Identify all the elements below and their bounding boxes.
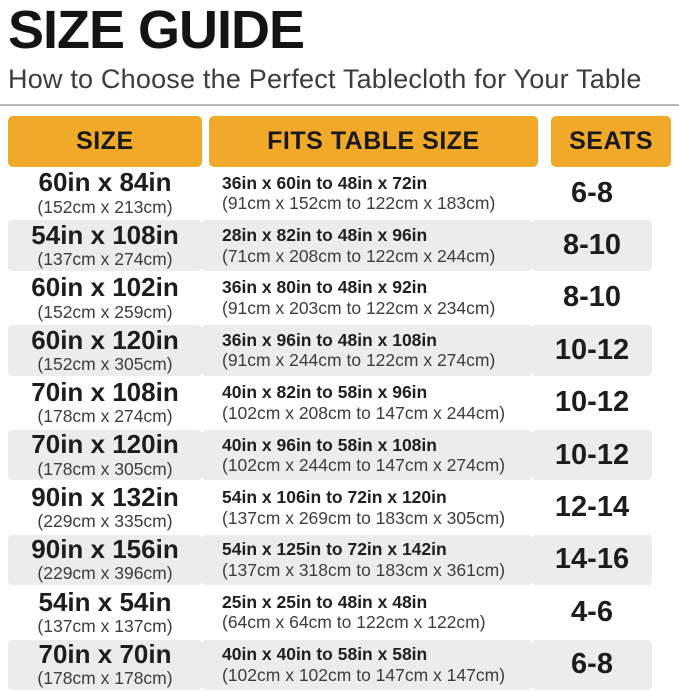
fits-table-size-cell <box>202 168 532 218</box>
size-inches-value: 70in x 108in <box>31 376 179 407</box>
fits-table-size-cell <box>202 430 532 480</box>
fits-cm-value: (91cm x 203cm to 122cm x 234cm) <box>222 297 496 318</box>
size-cm-value: (178cm x 178cm) <box>37 668 173 689</box>
seats-cell <box>532 640 652 690</box>
seats-value: 8-10 <box>562 229 622 262</box>
size-cell <box>8 482 202 532</box>
fits-table-size-cell <box>202 220 532 270</box>
fits-cm-value: (71cm x 208cm to 122cm x 244cm) <box>222 245 496 266</box>
fits-cm-value: (64cm x 64cm to 122cm x 122cm) <box>222 612 486 633</box>
size-inches-value: 90in x 132in <box>31 481 179 512</box>
size-inches-value: 70in x 70in <box>38 638 172 669</box>
size-cell <box>8 168 202 218</box>
seats-cell <box>532 378 652 428</box>
fits-inches-value: 28in x 82in to 48in x 96in <box>222 224 428 245</box>
fits-inches-value: 40in x 40in to 58in x 58in <box>222 644 428 665</box>
fits-inches-value: 36in x 96in to 48in x 108in <box>222 329 437 350</box>
seats-value: 14-16 <box>554 543 630 576</box>
size-cell <box>8 325 202 375</box>
seats-value: 12-14 <box>554 491 630 524</box>
size-cell <box>8 220 202 270</box>
table-row <box>8 219 671 271</box>
fits-inches-value: 36in x 80in to 48in x 92in <box>222 277 428 298</box>
size-cm-value: (152cm x 305cm) <box>37 353 173 374</box>
fits-inches-value: 25in x 25in to 48in x 48in <box>222 591 428 612</box>
seats-cell <box>532 482 652 532</box>
column-header-fits-table-size: FITS TABLE SIZE <box>209 116 538 167</box>
size-inches-value: 60in x 84in <box>38 167 172 198</box>
table-row <box>8 639 671 691</box>
fits-inches-value: 54in x 125in to 72in x 142in <box>222 539 447 560</box>
fits-inches-value: 54in x 106in to 72in x 120in <box>222 486 447 507</box>
size-inches-value: 54in x 54in <box>38 586 172 617</box>
seats-cell <box>532 273 652 323</box>
seats-cell <box>532 535 652 585</box>
seats-cell <box>532 220 652 270</box>
column-header-size: SIZE <box>8 116 202 167</box>
fits-table-size-cell <box>202 273 532 323</box>
size-cm-value: (152cm x 213cm) <box>37 196 173 217</box>
seats-value: 10-12 <box>554 386 630 419</box>
size-inches-value: 60in x 102in <box>31 272 179 303</box>
table-row <box>8 324 671 376</box>
table-row <box>8 167 671 219</box>
fits-cm-value: (137cm x 269cm to 183cm x 305cm) <box>222 507 506 528</box>
fits-cm-value: (91cm x 244cm to 122cm x 274cm) <box>222 350 496 371</box>
table-row <box>8 586 671 638</box>
fits-table-size-cell <box>202 535 532 585</box>
fits-cm-value: (102cm x 208cm to 147cm x 244cm) <box>222 402 506 423</box>
size-inches-value: 70in x 120in <box>31 429 179 460</box>
size-cm-value: (152cm x 259cm) <box>37 301 173 322</box>
size-inches-value: 90in x 156in <box>31 534 179 565</box>
page-title: SIZE GUIDE <box>8 0 305 60</box>
table-row <box>8 272 671 324</box>
seats-value: 10-12 <box>554 438 630 471</box>
seats-value: 6-8 <box>571 176 613 209</box>
table-header-row <box>8 116 671 167</box>
table-body <box>8 167 671 691</box>
fits-inches-value: 36in x 60in to 48in x 72in <box>222 172 428 193</box>
seats-value: 4-6 <box>571 595 613 628</box>
seats-value: 6-8 <box>571 648 613 681</box>
size-cell <box>8 430 202 480</box>
seats-value: 8-10 <box>562 281 622 314</box>
fits-table-size-cell <box>202 587 532 637</box>
fits-inches-value: 40in x 82in to 58in x 96in <box>222 382 428 403</box>
size-cell <box>8 640 202 690</box>
size-cm-value: (178cm x 305cm) <box>37 458 173 479</box>
size-cm-value: (178cm x 274cm) <box>37 406 173 427</box>
fits-cm-value: (91cm x 152cm to 122cm x 183cm) <box>222 193 496 214</box>
fits-table-size-cell <box>202 482 532 532</box>
fits-cm-value: (102cm x 102cm to 147cm x 147cm) <box>222 664 506 685</box>
size-cell <box>8 535 202 585</box>
fits-cm-value: (102cm x 244cm to 147cm x 274cm) <box>222 455 506 476</box>
seats-value: 10-12 <box>554 333 630 366</box>
fits-cm-value: (137cm x 318cm to 183cm x 361cm) <box>222 559 506 580</box>
size-cm-value: (137cm x 274cm) <box>37 249 173 270</box>
page-subtitle: How to Choose the Perfect Tablecloth for Your Table <box>8 64 642 94</box>
table-row <box>8 534 671 586</box>
size-cell <box>8 587 202 637</box>
fits-inches-value: 40in x 96in to 58in x 108in <box>222 434 437 455</box>
fits-table-size-cell <box>202 378 532 428</box>
size-cm-value: (229cm x 396cm) <box>37 563 173 584</box>
size-inches-value: 54in x 108in <box>31 219 179 250</box>
size-inches-value: 60in x 120in <box>31 324 179 355</box>
seats-cell <box>532 168 652 218</box>
size-cell <box>8 273 202 323</box>
table-row <box>8 429 671 481</box>
table-row <box>8 481 671 533</box>
seats-cell <box>532 587 652 637</box>
fits-table-size-cell <box>202 325 532 375</box>
size-cm-value: (137cm x 137cm) <box>37 615 173 636</box>
table-row <box>8 377 671 429</box>
header-divider <box>0 104 679 106</box>
column-header-seats: SEATS <box>551 116 671 167</box>
fits-table-size-cell <box>202 640 532 690</box>
size-cm-value: (229cm x 335cm) <box>37 511 173 532</box>
seats-cell <box>532 325 652 375</box>
seats-cell <box>532 430 652 480</box>
size-cell <box>8 378 202 428</box>
